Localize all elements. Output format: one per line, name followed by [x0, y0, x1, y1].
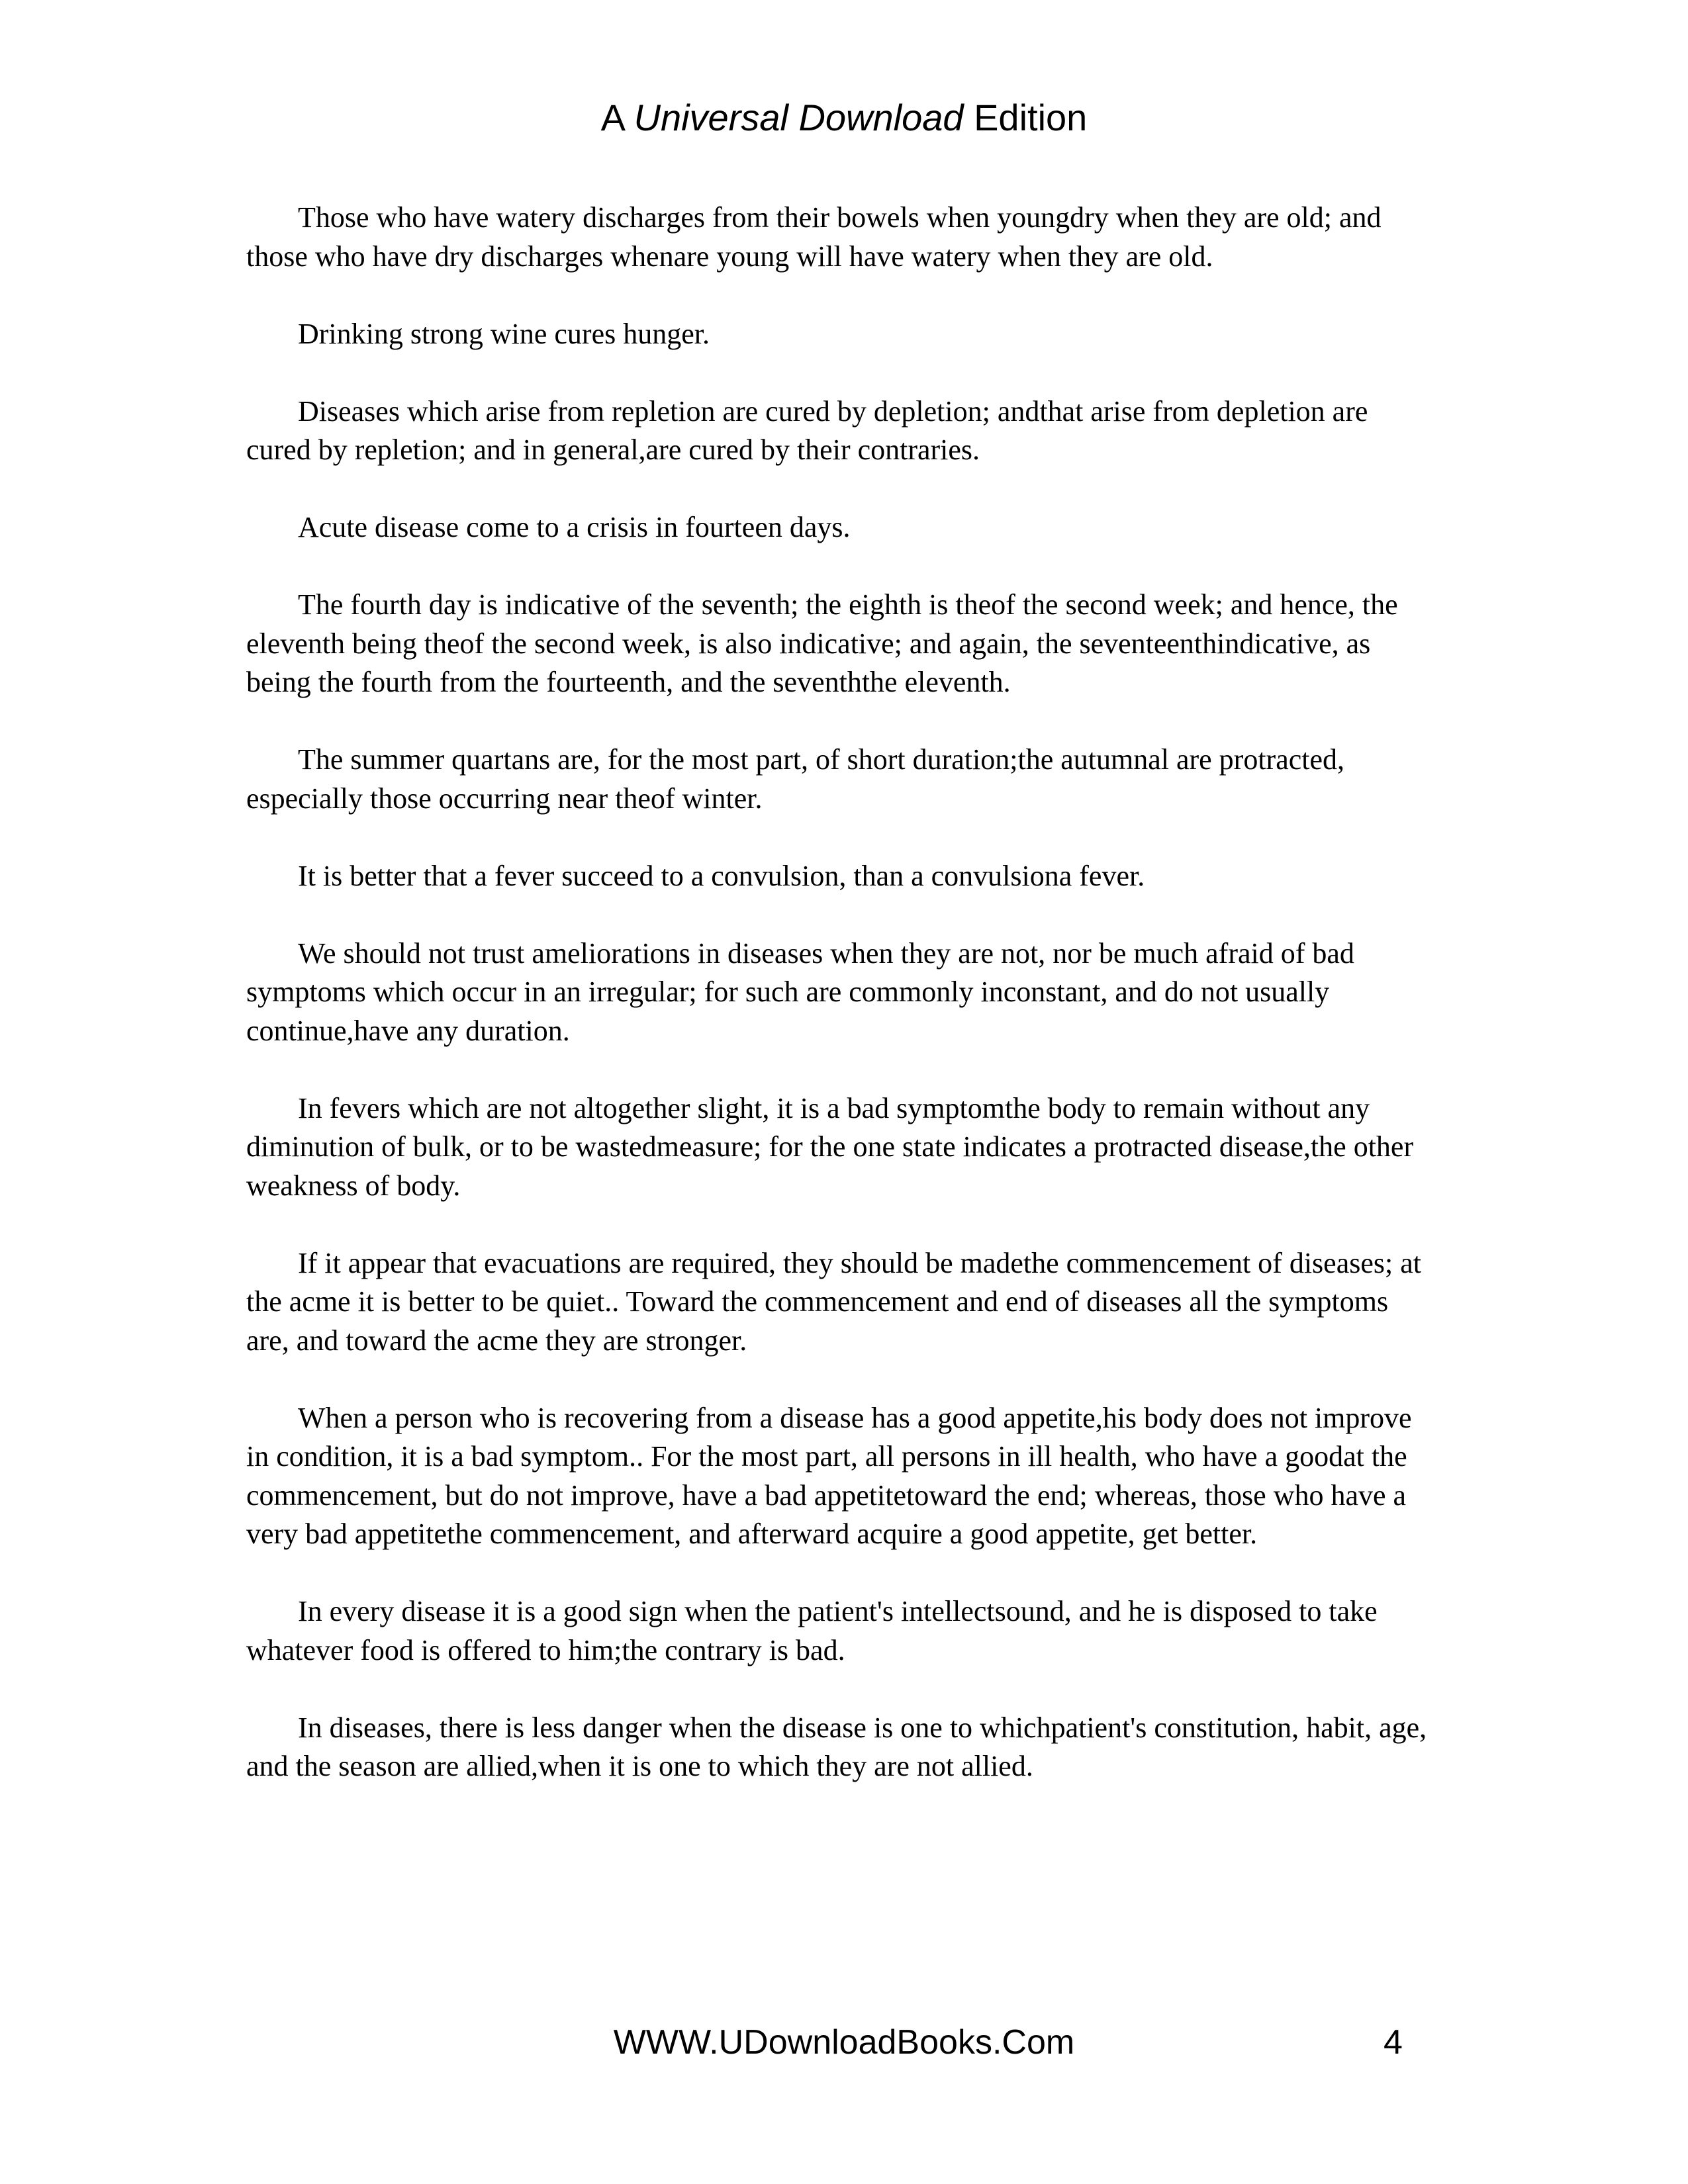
paragraph-5: The fourth day is indicative of the seventh; the eighth is theof the second week; and hence, the eleventh being theof the second week, is also indicative; and again, the seventeenthindicative, as being the fourth from the fourteenth, and the sevenththe eleventh.	[246, 588, 1398, 698]
paragraph-7: It is better that a fever succeed to a convulsion, than a convulsiona fever.	[298, 859, 1145, 892]
paragraph-12: In every disease it is a good sign when the patient's intellectsound, and he is disposed to take whatever food is offered to him;the contrary is bad.	[246, 1595, 1378, 1666]
paragraph-3: Diseases which arise from repletion are cured by depletion; andthat arise from depletion are cured by repletion; and in general,are cured by their contraries.	[246, 394, 1368, 466]
running-header	[0, 97, 1688, 139]
body-text	[246, 199, 1438, 1825]
paragraph-11: When a person who is recovering from a disease has a good appetite,his body does not improve in condition, it is a bad symptom.. For the most part, all persons in ill health, who have a goodat the commencement, but do not improve, have a bad appetitetoward the end; whereas, those who have a very bad appetitethe commencement, and afterward acquire a good appetite, get better.	[246, 1401, 1412, 1550]
header-emphasis: Universal Download	[633, 97, 964, 138]
header-prefix: A	[600, 97, 634, 138]
paragraph-9: In fevers which are not altogether slight, it is a bad symptomthe body to remain without any diminution of bulk, or to be wastedmeasure; for the one state indicates a protracted disease,the other weakness of body.	[246, 1091, 1414, 1202]
paragraph-2: Drinking strong wine cures hunger.	[298, 317, 710, 350]
header-suffix: Edition	[963, 97, 1088, 138]
paragraph-13: In diseases, there is less danger when the disease is one to whichpatient's constitution, habit, age, and the season are allied,when it is one to which they are not allied.	[246, 1711, 1427, 1782]
paragraph-6: The summer quartans are, for the most part, of short duration;the autumnal are protracted, especially those occurring near theof winter.	[246, 743, 1345, 815]
page-number: 4	[1383, 2023, 1403, 2062]
footer-url: WWW.UDownloadBooks.Com	[613, 2023, 1075, 2062]
paragraph-8: We should not trust ameliorations in diseases when they are not, nor be much afraid of bad symptoms which occur in an irregular; for such are commonly inconstant, and do not usually continue,have any duration.	[246, 936, 1354, 1047]
paragraph-4: Acute disease come to a crisis in fourteen days.	[298, 511, 851, 543]
paragraph-10: If it appear that evacuations are required, they should be madethe commencement of diseases; at the acme it is better to be quiet.. Toward the commencement and end of diseases all the symptoms are, and toward the acme they are stronger.	[246, 1246, 1421, 1357]
paragraph-1: Those who have watery discharges from their bowels when youngdry when they are old; and those who have dry discharges whenare young will have watery when they are old.	[246, 201, 1382, 273]
